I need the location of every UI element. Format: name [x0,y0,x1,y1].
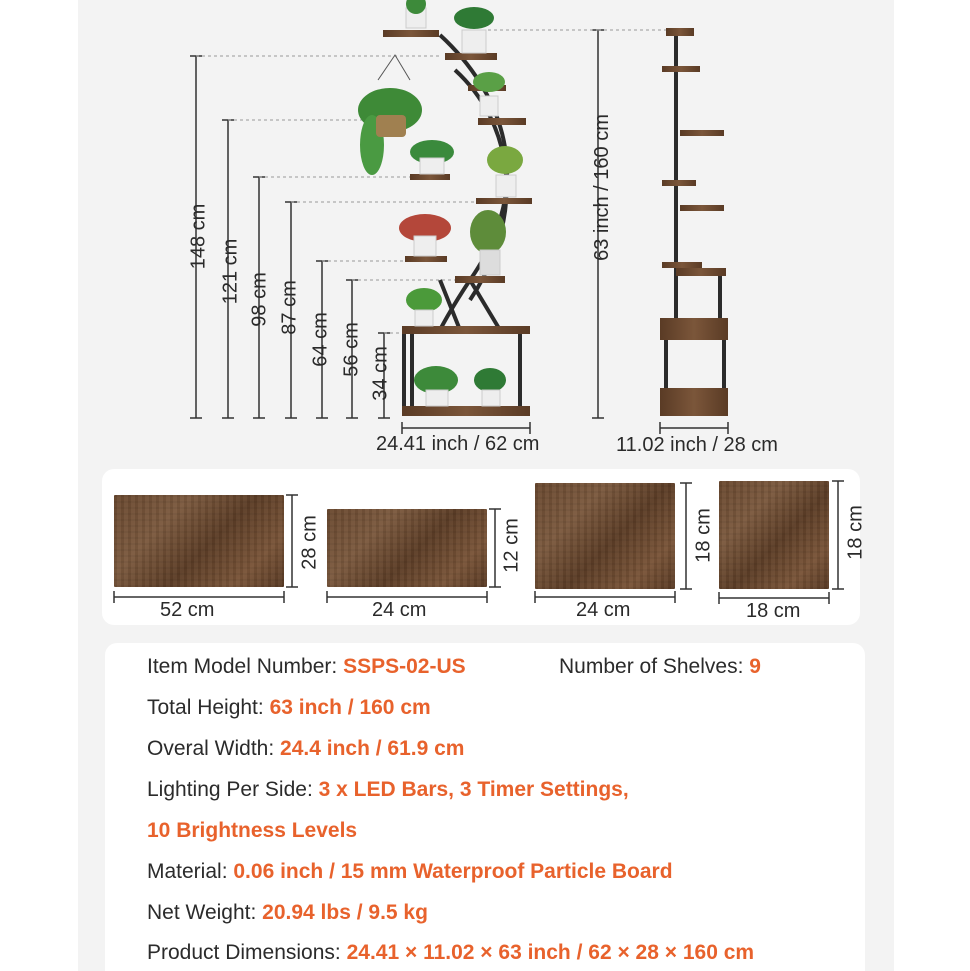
spec-product-value: 24.41 × 11.02 × 63 inch / 62 × 28 × 160 cm [346,941,755,964]
board-3-height: 18 cm [692,508,715,563]
board-sizes-panel [102,469,867,625]
spec-shelves [559,655,761,679]
spec-weight-value: 20.94 lbs / 9.5 kg [262,901,428,924]
spec-product-dimensions [147,941,754,965]
shelf-illustration [0,0,970,465]
side-width-label: 11.02 inch / 28 cm [616,434,778,456]
board-1-height: 28 cm [298,515,321,570]
spec-product-label: Product Dimensions: [147,941,341,964]
spec-model-value: SSPS-02-US [343,655,466,678]
spec-lighting-label: Lighting Per Side: [147,778,313,801]
height-label-64: 64 cm [309,312,332,367]
board-24x12 [327,509,487,587]
spec-height-value: 63 inch / 160 cm [269,696,431,719]
spec-lighting-value: 3 x LED Bars, 3 Timer Settings, [318,778,629,801]
board-4-width: 18 cm [746,600,801,622]
front-width-label: 24.41 inch / 62 cm [376,433,540,455]
height-label-98: 98 cm [248,272,271,327]
spec-width-label: Overal Width: [147,737,275,760]
height-label-34: 34 cm [369,346,392,401]
spec-height-label: Total Height: [147,696,264,719]
height-label-121: 121 cm [219,238,242,305]
specifications-panel [105,643,865,971]
spec-shelves-label: Number of Shelves: [559,655,744,678]
spec-shelves-value: 9 [749,655,761,678]
height-label-56: 56 cm [340,322,363,377]
spec-width-value: 24.4 inch / 61.9 cm [280,737,465,760]
spec-material-value: 0.06 inch / 15 mm Waterproof Particle Board [233,860,673,883]
spec-height [147,696,431,720]
spec-lighting [147,778,629,802]
spec-weight [147,901,428,925]
height-label-148: 148 cm [187,203,210,270]
board-4-height: 18 cm [844,505,867,560]
spec-weight-label: Net Weight: [147,901,257,924]
board-52x28 [114,495,284,587]
board-2-width: 24 cm [372,599,427,621]
board-3-width: 24 cm [576,599,631,621]
board-1-width: 52 cm [160,599,215,621]
product-diagram [0,0,970,465]
spec-width [147,737,464,761]
total-height-label: 63 inch / 160 cm [590,114,613,261]
board-2-height: 12 cm [500,518,523,573]
board-18x18 [719,481,829,589]
height-label-87: 87 cm [278,280,301,335]
spec-model-label: Item Model Number: [147,655,338,678]
spec-model [147,655,466,679]
spec-lighting-cont [147,819,357,843]
spec-material-label: Material: [147,860,228,883]
spec-material [147,860,673,884]
board-24x18 [535,483,675,589]
spec-lighting-value-2: 10 Brightness Levels [147,819,358,842]
